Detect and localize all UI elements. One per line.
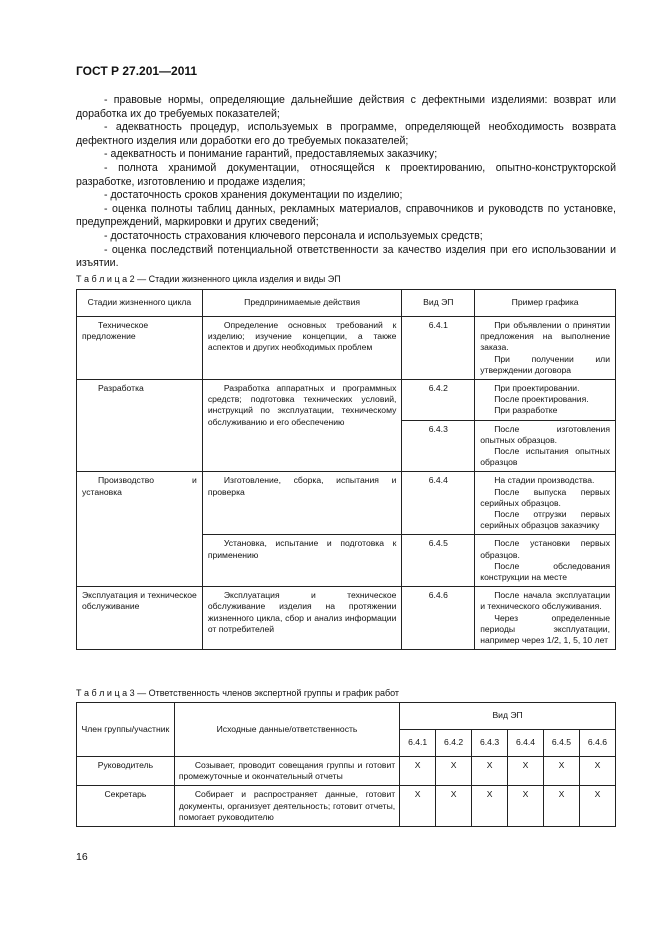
table2-header: Предпринимаемые действия: [202, 290, 402, 317]
example-line: После проектирования.: [494, 394, 589, 405]
mark-cell: X: [400, 757, 436, 786]
table3: [76, 702, 616, 827]
stage-cell: Разработка: [77, 380, 203, 472]
example-cell: [475, 472, 616, 535]
action-cell: Разработка аппаратных и программных средств; подготовка технических условий, инструкций по эксплуатации, техническому обслуживанию и его обеспечению: [202, 380, 402, 472]
mark-cell: X: [508, 786, 544, 827]
action-cell: Определение основных требований к изделию; изучение концепции, а также аспектов и других необходимых проблем: [202, 317, 402, 380]
ep-cell: 6.4.3: [402, 420, 475, 472]
ep-col-header: 6.4.5: [544, 730, 580, 757]
ep-cell: 6.4.5: [402, 535, 475, 587]
stage-cell: Эксплуатация и техническое обслуживание: [77, 587, 203, 650]
action-cell: Эксплуатация и техническое обслуживание изделия на протяжении жизненного цикла, сбор и анализ информации от потребителей: [202, 587, 402, 650]
ep-col-header: 6.4.1: [400, 730, 436, 757]
member-cell: Руководитель: [77, 757, 175, 786]
stage-cell: Техническое предложение: [77, 317, 203, 380]
table-row: [77, 757, 616, 786]
data-cell: Собирает и распространяет данные, готовит документы, организует деятельность; готовит отчеты, помогает руководителю: [174, 786, 399, 827]
mark-cell: X: [436, 786, 472, 827]
ep-col-header: 6.4.2: [436, 730, 472, 757]
mark-cell: X: [436, 757, 472, 786]
example-cell: [475, 587, 616, 650]
table-row: [77, 587, 616, 650]
ep-cell: 6.4.4: [402, 472, 475, 535]
data-header: Исходные данные/ответственность: [174, 703, 399, 757]
example-line: Через определенные периоды эксплуатации, например через 1/2, 1, 5, 10 лет: [480, 612, 610, 646]
table-row: [77, 472, 616, 535]
example-cell: [475, 317, 616, 380]
example-line: После отгрузки первых серийных образцов заказчику: [480, 509, 610, 531]
ep-col-header: 6.4.6: [579, 730, 615, 757]
action-cell: Установка, испытание и подготовка к применению: [202, 535, 402, 587]
example-line: После установки первых образцов.: [480, 538, 610, 560]
table-row: [77, 786, 616, 827]
ep-cell: 6.4.2: [402, 380, 475, 421]
ep-cell: 6.4.6: [402, 587, 475, 650]
example-line: При разработке: [494, 405, 558, 416]
bullet-item: - правовые нормы, определяющие дальнейшие действия с дефектными изделиями: возврат или доработка их до требуемых показателей;: [76, 94, 616, 120]
bullet-item: - достаточность сроков хранения документации по изделию;: [104, 189, 403, 202]
example-line: После начала эксплуатации и технического обслуживания.: [480, 590, 610, 612]
data-cell: Созывает, проводит совещания группы и готовит промежуточные и окончательный отчеты: [174, 757, 399, 786]
mark-cell: X: [472, 757, 508, 786]
example-line: При получении или утверждении договора: [480, 353, 610, 375]
table2-header: Стадии жизненного цикла: [77, 290, 203, 317]
mark-cell: X: [508, 757, 544, 786]
page-number: 16: [76, 851, 88, 863]
mark-cell: X: [544, 786, 580, 827]
bullet-item: - адекватность процедур, используемых в программе, определяющей необходимость возврата дефектного изделия или доработки его до требуемых показателей;: [76, 121, 616, 147]
stage-cell: Производство и установка: [77, 472, 203, 587]
example-line: После обследования конструкции на месте: [480, 560, 610, 583]
ep-cell: 6.4.1: [402, 317, 475, 380]
bullet-item: - оценка полноты таблиц данных, рекламных материалов, справочников и руководств по установке, предупреждений, маркировки и других сведений;: [76, 202, 616, 229]
example-line: При объявлении о принятии предложения на выполнение заказа.: [480, 320, 610, 353]
ep-col-header: 6.4.4: [508, 730, 544, 757]
example-cell: [475, 535, 616, 587]
bullet-item: - адекватность и понимание гарантий, предоставляемых заказчику;: [104, 148, 438, 161]
example-line: После изготовления опытных образцов.: [480, 423, 610, 445]
bullet-item: - достаточность страхования ключевого персонала и используемых средств;: [104, 229, 483, 242]
example-cell: [475, 380, 616, 421]
member-cell: Секретарь: [77, 786, 175, 827]
example-cell: [475, 420, 616, 472]
mark-cell: X: [472, 786, 508, 827]
table2: [76, 289, 616, 650]
table3-caption: Т а б л и ц а 3 — Ответственность членов экспертной группы и график работ: [76, 688, 400, 698]
ep-header: Вид ЭП: [400, 703, 616, 730]
bullet-list: [76, 94, 616, 271]
table-row: [77, 380, 616, 421]
action-cell: Изготовление, сборка, испытания и проверка: [202, 472, 402, 535]
example-line: После испытания опытных образцов: [480, 446, 610, 468]
bullet-item: - оценка последствий потенциальной ответственности за качество изделия при его использовании и изъятии.: [76, 243, 616, 270]
example-line: При проектировании.: [494, 383, 580, 394]
example-line: После выпуска первых серийных образцов.: [480, 486, 610, 508]
member-header: Член группы/участник: [77, 703, 175, 757]
table2-header: Вид ЭП: [402, 290, 475, 317]
mark-cell: X: [400, 786, 436, 827]
document-header: ГОСТ Р 27.201—2011: [76, 64, 198, 78]
mark-cell: X: [579, 786, 615, 827]
ep-col-header: 6.4.3: [472, 730, 508, 757]
mark-cell: X: [579, 757, 615, 786]
table-row: [77, 317, 616, 380]
table2-caption: Т а б л и ц а 2 — Стадии жизненного цикла изделия и виды ЭП: [76, 274, 341, 284]
table2-header: Пример графика: [475, 290, 616, 317]
mark-cell: X: [544, 757, 580, 786]
example-line: На стадии производства.: [494, 475, 595, 486]
bullet-item: - полнота хранимой документации, относящейся к проектированию, опытно-конструкторской разработке, изготовлению и продаже изделия;: [76, 161, 616, 188]
